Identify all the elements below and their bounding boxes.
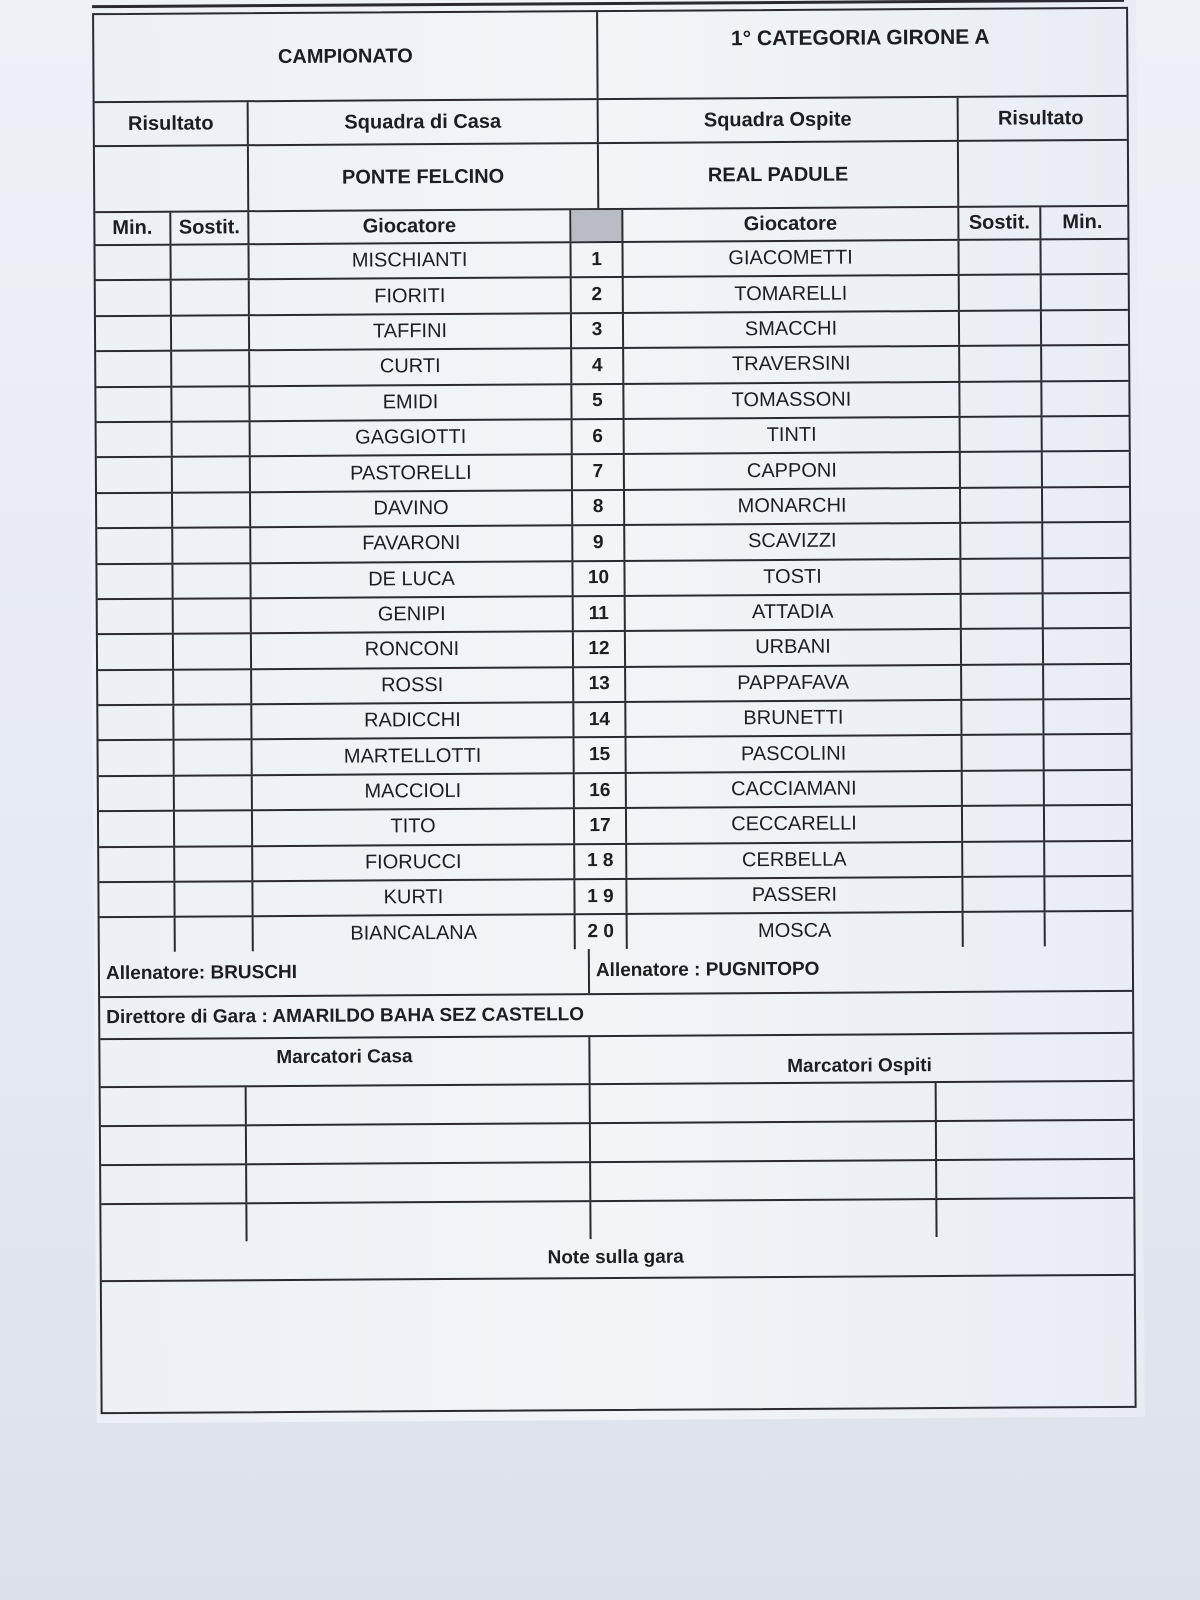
sostit-ospite-cell xyxy=(961,524,1043,558)
giocatore-casa: TITO xyxy=(253,809,575,844)
giocatore-ospite: ATTADIA xyxy=(626,595,962,630)
giocatore-ospite: TINTI xyxy=(625,418,961,453)
player-number: 1 9 xyxy=(575,880,627,914)
note-label: Note sulla gara xyxy=(547,1246,684,1269)
min-ospite-cell xyxy=(1043,417,1125,451)
sostit-casa-cell xyxy=(173,528,251,562)
sostit-ospite-cell xyxy=(963,807,1045,841)
sostit-casa-cell xyxy=(174,705,252,739)
marcatore-casa-min xyxy=(101,1126,247,1164)
sostit-ospite-cell xyxy=(962,700,1044,734)
squadra-casa-name: PONTE FELCINO xyxy=(249,144,599,210)
marcatore-ospite-min xyxy=(937,1082,1129,1120)
giocatore-ospite: CAPPONI xyxy=(625,453,961,488)
sostit-ospite-cell xyxy=(963,736,1045,770)
min-ospite-cell xyxy=(1045,771,1127,805)
sostit-ospite-cell xyxy=(962,665,1044,699)
player-number: 7 xyxy=(573,455,625,489)
min-ospite-cell xyxy=(1045,877,1127,911)
referee-form xyxy=(92,7,1137,1414)
giocatore-casa: TAFFINI xyxy=(250,314,572,349)
sostit-casa-cell xyxy=(172,387,250,421)
player-number: 4 xyxy=(572,349,624,383)
min-ospite-cell xyxy=(1044,700,1126,734)
min-header-casa: Min. xyxy=(95,213,171,244)
giocatore-ospite: SCAVIZZI xyxy=(625,524,961,559)
sostit-casa-cell xyxy=(175,811,253,845)
min-casa-cell xyxy=(97,564,173,598)
player-number: 6 xyxy=(573,420,625,454)
giocatore-ospite: CERBELLA xyxy=(627,843,963,878)
giocatore-ospite: TRAVERSINI xyxy=(624,347,960,382)
giocatore-ospite: MOSCA xyxy=(628,913,964,948)
min-ospite-cell xyxy=(1044,629,1126,663)
giocatore-ospite: PAPPAFAVA xyxy=(626,666,962,701)
player-number: 10 xyxy=(573,561,625,595)
min-casa-cell xyxy=(99,777,175,811)
min-ospite-cell xyxy=(1042,311,1124,345)
giocatore-casa: FIORUCCI xyxy=(253,845,575,880)
sostit-ospite-cell xyxy=(961,417,1043,451)
min-casa-cell xyxy=(96,281,172,315)
sostit-casa-cell xyxy=(174,599,252,633)
player-number: 2 xyxy=(572,278,624,312)
match-sheet xyxy=(88,0,1145,1423)
header-row xyxy=(94,9,1127,103)
marcatori-casa-label: Marcatori Casa xyxy=(100,1037,590,1086)
marcatore-casa-name xyxy=(247,1163,591,1202)
sostit-casa-cell xyxy=(173,422,251,456)
min-ospite-cell xyxy=(1043,558,1125,592)
player-number: 1 8 xyxy=(575,845,627,879)
min-casa-cell xyxy=(98,706,174,740)
risultato-casa-label: Risultato xyxy=(95,102,249,145)
marcatore-ospite-name xyxy=(591,1083,937,1122)
teams-label-row xyxy=(95,97,1127,147)
marcatore-casa-min xyxy=(101,1204,247,1242)
min-casa-cell xyxy=(99,812,175,846)
sostit-ospite-cell xyxy=(960,276,1042,310)
sostit-ospite-cell xyxy=(963,771,1045,805)
min-ospite-cell xyxy=(1042,275,1124,309)
sostit-casa-cell xyxy=(173,564,251,598)
marcatori-row xyxy=(101,1121,1133,1166)
marcatore-casa-name xyxy=(247,1085,591,1124)
player-number: 9 xyxy=(573,526,625,560)
player-number: 1 xyxy=(571,243,623,277)
sostit-ospite-cell xyxy=(962,630,1044,664)
marcatori-row xyxy=(101,1199,1133,1242)
campionato-label: CAMPIONATO xyxy=(94,12,599,101)
min-casa-cell xyxy=(99,847,175,881)
sostit-ospite-cell xyxy=(961,559,1043,593)
min-casa-cell xyxy=(97,423,173,457)
giocatore-casa: MACCIOLI xyxy=(253,774,575,809)
squadra-ospite-name: REAL PADULE xyxy=(599,142,959,208)
giocatore-ospite: BRUNETTI xyxy=(626,701,962,736)
min-casa-cell xyxy=(95,246,171,280)
min-ospite-cell xyxy=(1041,240,1123,274)
squadra-ospite-label: Squadra Ospite xyxy=(599,98,959,142)
sostit-casa-cell xyxy=(175,776,253,810)
min-ospite-cell xyxy=(1042,381,1124,415)
giocatore-ospite: CACCIAMANI xyxy=(627,772,963,807)
player-number: 12 xyxy=(574,632,626,666)
giocatore-ospite: PASSERI xyxy=(627,878,963,913)
marcatore-ospite-min xyxy=(937,1160,1129,1198)
giocatore-casa: BIANCALANA xyxy=(254,916,576,951)
player-number: 14 xyxy=(574,703,626,737)
teams-row xyxy=(95,141,1127,213)
sostit-casa-cell xyxy=(174,670,252,704)
min-casa-cell xyxy=(100,918,176,952)
giocatore-ospite: SMACCHI xyxy=(624,312,960,347)
giocatore-casa: KURTI xyxy=(253,880,575,915)
giocatore-header-casa: Giocatore xyxy=(249,210,571,243)
min-ospite-cell xyxy=(1043,523,1125,557)
min-ospite-cell xyxy=(1043,452,1125,486)
min-ospite-cell xyxy=(1045,735,1127,769)
marcatore-ospite-name xyxy=(591,1122,937,1161)
player-number: 3 xyxy=(572,314,624,348)
giocatore-ospite: PASCOLINI xyxy=(627,736,963,771)
marcatore-ospite-name xyxy=(591,1200,937,1239)
giocatore-header-ospite: Giocatore xyxy=(623,208,959,241)
player-number: 16 xyxy=(575,774,627,808)
giocatore-ospite: CECCARELLI xyxy=(627,807,963,842)
min-casa-cell xyxy=(97,493,173,527)
number-header xyxy=(571,210,623,241)
giocatore-casa: DE LUCA xyxy=(251,562,573,597)
min-ospite-cell xyxy=(1045,806,1127,840)
giocatore-ospite: TOMASSONI xyxy=(624,382,960,417)
min-ospite-cell xyxy=(1043,488,1125,522)
player-number: 2 0 xyxy=(576,915,628,949)
min-ospite-cell xyxy=(1042,346,1124,380)
sostit-ospite-cell xyxy=(964,913,1046,947)
direttore-row xyxy=(100,992,1132,1040)
min-casa-cell xyxy=(97,458,173,492)
player-number: 17 xyxy=(575,809,627,843)
marcatore-casa-min xyxy=(101,1087,247,1125)
min-casa-cell xyxy=(96,387,172,421)
note-body xyxy=(102,1276,1135,1412)
min-casa-cell xyxy=(96,316,172,350)
squadra-casa-label: Squadra di Casa xyxy=(249,100,599,144)
sostit-casa-cell xyxy=(176,918,254,952)
risultato-ospite-label: Risultato xyxy=(997,106,1084,130)
sostit-ospite-cell xyxy=(960,347,1042,381)
marcatori-row xyxy=(101,1160,1133,1205)
giocatore-casa: EMIDI xyxy=(250,385,572,420)
players-table xyxy=(95,240,1131,952)
min-casa-cell xyxy=(98,600,174,634)
sostit-casa-cell xyxy=(172,316,250,350)
sostit-ospite-cell xyxy=(963,842,1045,876)
player-number: 11 xyxy=(574,597,626,631)
giocatore-casa: GAGGIOTTI xyxy=(251,420,573,455)
min-casa-cell xyxy=(98,670,174,704)
min-casa-cell xyxy=(99,883,175,917)
marcatore-casa-min xyxy=(101,1165,247,1203)
sostit-ospite-cell xyxy=(960,311,1042,345)
sostit-casa-cell xyxy=(173,458,251,492)
marcatore-casa-name xyxy=(247,1124,591,1163)
sostit-casa-cell xyxy=(175,882,253,916)
marcatori-row xyxy=(101,1082,1133,1127)
marcatori-header-row xyxy=(100,1034,1132,1088)
giocatore-casa: CURTI xyxy=(250,349,572,384)
sostit-ospite-cell xyxy=(962,594,1044,628)
giocatore-casa: GENIPI xyxy=(252,597,574,632)
min-casa-cell xyxy=(98,635,174,669)
risultato-casa-value xyxy=(95,146,249,211)
giocatore-casa: RADICCHI xyxy=(252,703,574,738)
min-ospite-cell xyxy=(1045,842,1127,876)
marcatore-ospite-min xyxy=(937,1121,1129,1159)
note-area xyxy=(102,1276,1131,1412)
marcatori-table xyxy=(101,1082,1134,1242)
min-ospite-cell xyxy=(1044,594,1126,628)
giocatore-ospite: MONARCHI xyxy=(625,489,961,524)
min-casa-cell xyxy=(96,352,172,386)
sostit-casa-cell xyxy=(172,351,250,385)
marcatore-ospite-name xyxy=(591,1161,937,1200)
min-ospite-cell xyxy=(1046,912,1128,946)
min-casa-cell xyxy=(97,529,173,563)
marcatore-casa-name xyxy=(247,1202,591,1241)
note-header-row xyxy=(102,1236,1134,1282)
giocatore-ospite: TOMARELLI xyxy=(624,276,960,311)
giocatore-casa: ROSSI xyxy=(252,668,574,703)
min-casa-cell xyxy=(99,741,175,775)
allenatori-row xyxy=(100,946,1132,998)
giocatore-casa: PASTORELLI xyxy=(251,456,573,491)
sostit-ospite-cell xyxy=(960,382,1042,416)
sostit-ospite-cell xyxy=(961,488,1043,522)
giocatore-casa: FIORITI xyxy=(250,279,572,314)
sostit-header-ospite: Sostit. xyxy=(959,207,1041,239)
allenatore-ospite: Allenatore : PUGNITOPO xyxy=(595,958,820,981)
sostit-ospite-cell xyxy=(961,453,1043,487)
marcatori-ospiti-label: Marcatori Ospiti xyxy=(787,1054,932,1077)
min-header-ospite: Min. xyxy=(1062,211,1103,234)
sostit-header-casa: Sostit. xyxy=(171,212,249,243)
giocatore-casa: RONCONI xyxy=(252,633,574,668)
sostit-ospite-cell xyxy=(959,240,1041,274)
giocatore-ospite: URBANI xyxy=(626,630,962,665)
sostit-ospite-cell xyxy=(963,877,1045,911)
giocatore-casa: DAVINO xyxy=(251,491,573,526)
direttore-di-gara: Direttore di Gara : AMARILDO BAHA SEZ CASTELLO xyxy=(106,1004,585,1028)
sostit-casa-cell xyxy=(174,635,252,669)
player-number: 15 xyxy=(575,738,627,772)
sostit-casa-cell xyxy=(172,281,250,315)
sostit-casa-cell xyxy=(175,741,253,775)
categoria-label: 1° CATEGORIA GIRONE A xyxy=(730,25,990,51)
allenatore-casa: Allenatore: BRUSCHI xyxy=(100,949,590,996)
player-number: 5 xyxy=(572,384,624,418)
giocatore-ospite: GIACOMETTI xyxy=(623,241,959,276)
sostit-casa-cell xyxy=(171,245,249,279)
sostit-casa-cell xyxy=(173,493,251,527)
giocatore-casa: MISCHIANTI xyxy=(249,243,571,278)
player-number: 13 xyxy=(574,668,626,702)
min-ospite-cell xyxy=(1044,665,1126,699)
risultato-ospite-value xyxy=(959,141,1123,206)
giocatore-casa: FAVARONI xyxy=(251,526,573,561)
player-number: 8 xyxy=(573,491,625,525)
giocatore-casa: MARTELLOTTI xyxy=(253,739,575,774)
marcatore-ospite-min xyxy=(937,1199,1129,1237)
sostit-casa-cell xyxy=(175,847,253,881)
giocatore-ospite: TOSTI xyxy=(625,559,961,594)
